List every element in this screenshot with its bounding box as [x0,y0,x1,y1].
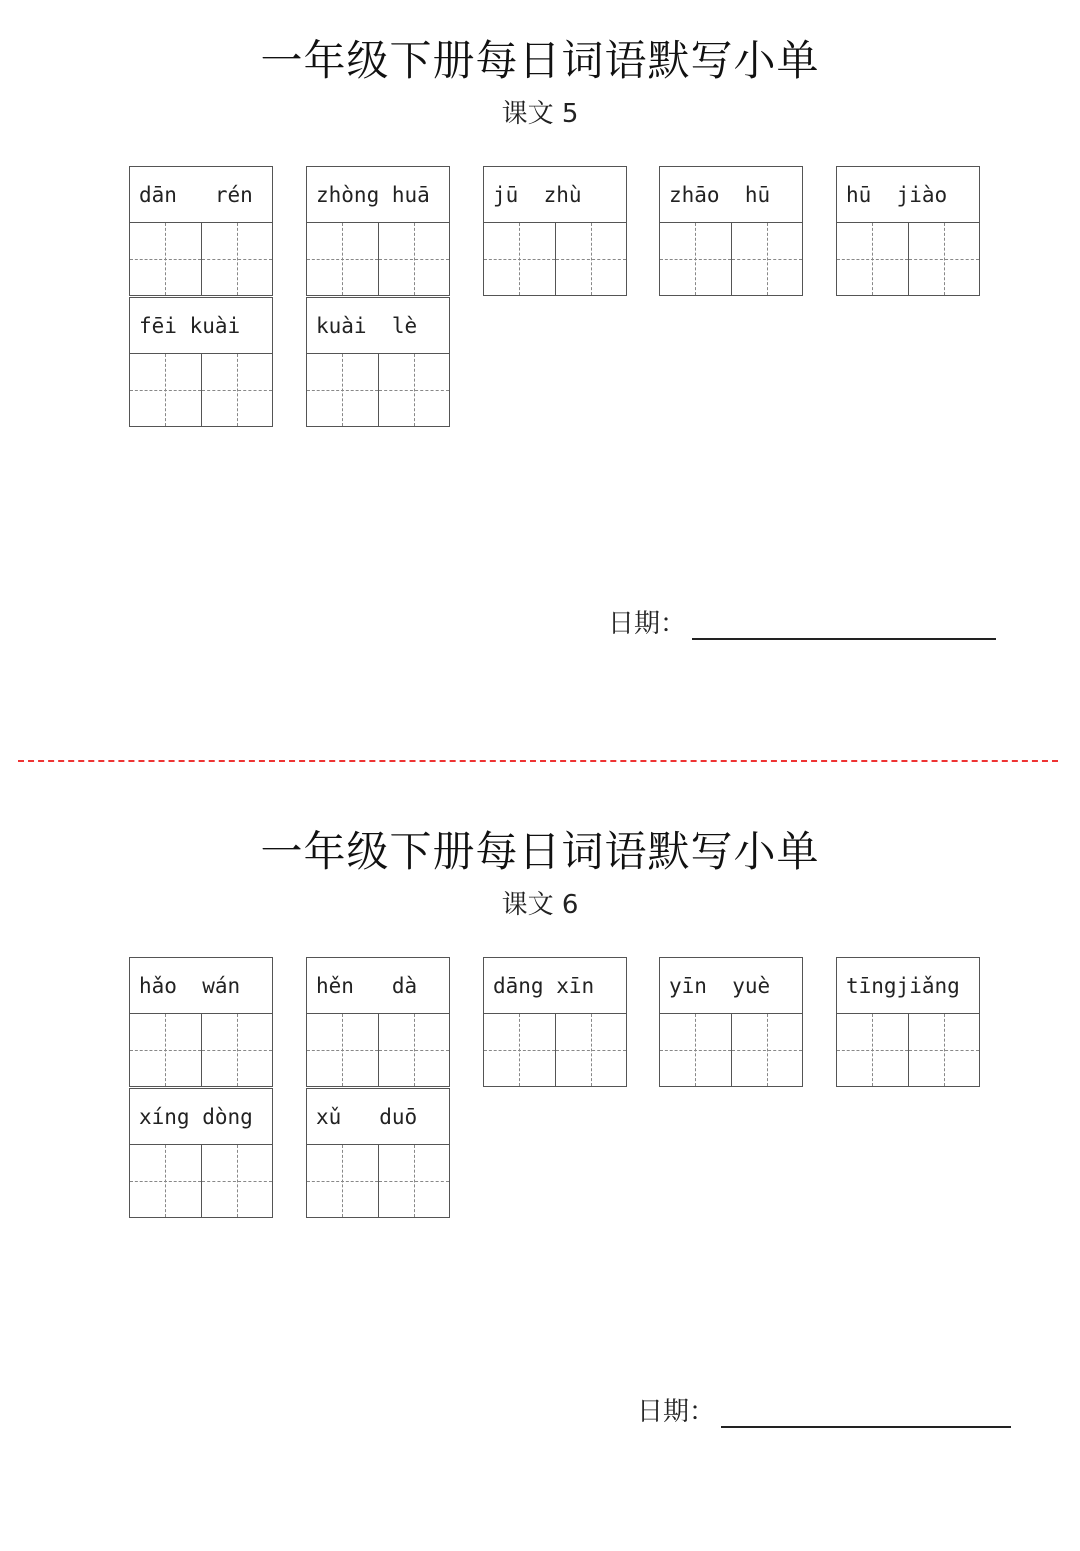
writing-cell[interactable] [130,1014,201,1086]
pinyin-label: hěn dà [307,958,449,1014]
word-card [483,166,627,296]
date-label: 日期： [637,1397,716,1427]
writing-cell[interactable] [378,1145,450,1217]
writing-cell[interactable] [130,354,201,426]
word-card [659,166,803,296]
pinyin-label: tīngjiǎng [837,958,979,1014]
pinyin-label: yīn yuè [660,958,802,1014]
lesson-label: 课文 6 [501,890,579,920]
worksheet-1 [0,0,1080,760]
word-card [129,1088,273,1218]
lesson-label: 课文 5 [501,99,579,129]
writing-cell[interactable] [908,1014,980,1086]
date-field [637,1391,1011,1428]
writing-cell[interactable] [555,1014,627,1086]
pinyin-label: fēi kuài [130,298,272,354]
word-card [306,297,450,427]
date-input-line[interactable] [692,608,996,640]
date-input-line[interactable] [721,1396,1011,1428]
writing-cell[interactable] [731,223,803,295]
word-card [836,166,980,296]
writing-cell[interactable] [201,354,273,426]
writing-cell[interactable] [201,1145,273,1217]
date-label: 日期： [608,609,687,639]
word-card [306,166,450,296]
writing-cell[interactable] [731,1014,803,1086]
writing-cell[interactable] [484,223,555,295]
writing-cell[interactable] [378,223,450,295]
pinyin-label: xíng dòng [130,1089,272,1145]
pinyin-label: hū jiào [837,167,979,223]
pinyin-label: zhāo hū [660,167,802,223]
word-card [129,957,273,1087]
pinyin-label: hǎo wán [130,958,272,1014]
writing-cell[interactable] [201,223,273,295]
worksheet-2 [0,791,1080,1551]
worksheet-title: 一年级下册每日词语默写小单 [260,827,820,876]
writing-cell[interactable] [555,223,627,295]
date-field [608,603,996,640]
pinyin-label: dāng xīn [484,958,626,1014]
writing-cell[interactable] [307,354,378,426]
writing-cell[interactable] [908,223,980,295]
cut-line-separator [18,760,1058,762]
word-card [836,957,980,1087]
writing-cell[interactable] [130,223,201,295]
writing-cell[interactable] [660,1014,731,1086]
writing-cell[interactable] [307,1145,378,1217]
writing-cell[interactable] [378,1014,450,1086]
writing-cell[interactable] [484,1014,555,1086]
word-card [129,166,273,296]
word-card [306,1088,450,1218]
writing-cell[interactable] [378,354,450,426]
pinyin-label: dān rén [130,167,272,223]
writing-cell[interactable] [837,1014,908,1086]
writing-cell[interactable] [201,1014,273,1086]
worksheet-title: 一年级下册每日词语默写小单 [260,36,820,85]
word-card [306,957,450,1087]
writing-cell[interactable] [307,223,378,295]
writing-cell[interactable] [130,1145,201,1217]
pinyin-label: zhòng huā [307,167,449,223]
pinyin-label: jū zhù [484,167,626,223]
word-card [659,957,803,1087]
pinyin-label: kuài lè [307,298,449,354]
writing-cell[interactable] [307,1014,378,1086]
writing-cell[interactable] [837,223,908,295]
pinyin-label: xǔ duō [307,1089,449,1145]
writing-cell[interactable] [660,223,731,295]
word-card [483,957,627,1087]
word-card [129,297,273,427]
